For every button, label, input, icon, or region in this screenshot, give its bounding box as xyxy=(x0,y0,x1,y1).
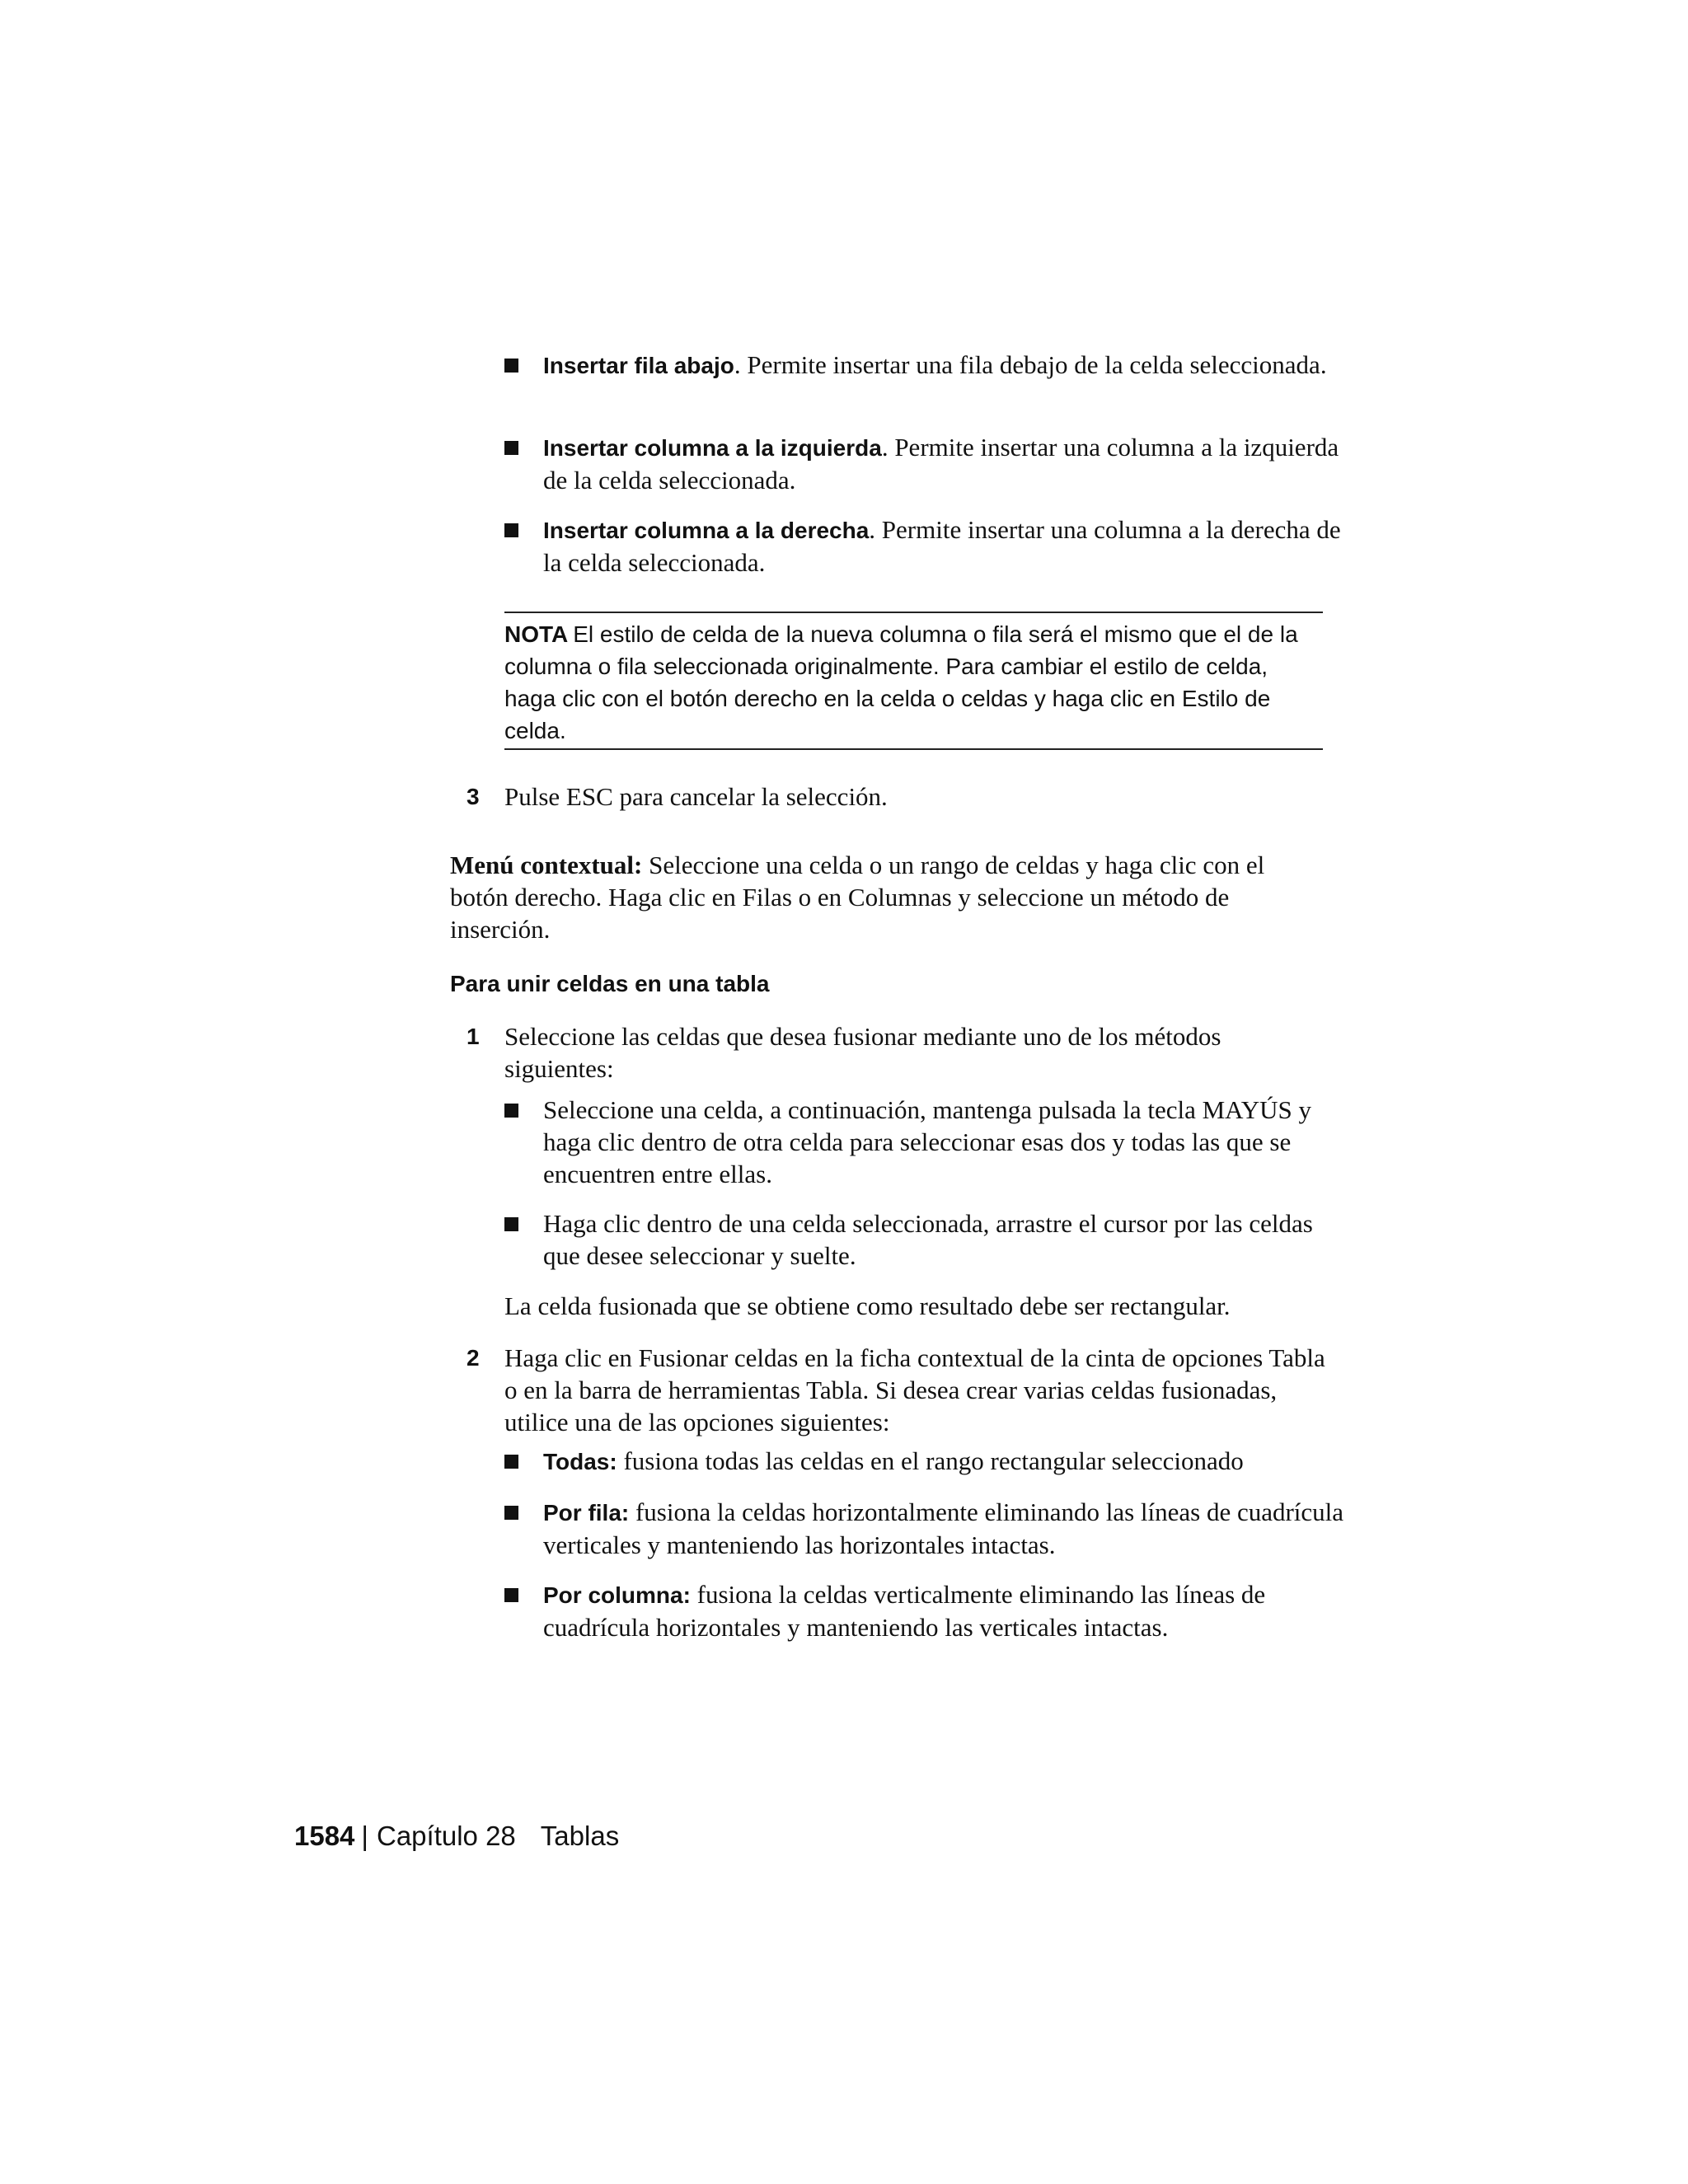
page-number: 1584 xyxy=(294,1821,355,1851)
context-menu-text: Seleccione una celda o un rango de celdas y haga clic con el botón derecho. Haga clic en Filas o en Columnas y seleccione un método de inserción. xyxy=(450,851,1265,944)
context-menu-label: Menú contextual: xyxy=(450,851,643,879)
bullet-title: Insertar fila abajo xyxy=(543,353,734,378)
footer-separator: | xyxy=(361,1821,368,1851)
section-heading: Para unir celdas en una tabla xyxy=(450,971,770,996)
note-top-rule xyxy=(504,612,1323,613)
page-footer xyxy=(294,1820,619,1853)
note-text: El estilo de celda de la nueva columna o fila será el mismo que el de la columna o fila seleccionada originalmente. Para cambiar el estilo de celda, haga clic con el botón derecho en la celda o celdas y haga clic en Estilo de celda. xyxy=(504,621,1298,743)
step-text: Seleccione las celdas que desea fusionar mediante uno de los métodos siguientes: xyxy=(504,1022,1221,1083)
bullet-text: . Permite insertar una fila debajo de la celda seleccionada. xyxy=(734,350,1327,379)
bullet-text: fusiona la celdas horizontalmente eliminando las líneas de cuadrícula verticales y manteniendo las horizontales intactas. xyxy=(543,1497,1344,1559)
bullet-title: Insertar columna a la derecha xyxy=(543,518,870,543)
bullet-title: Todas: xyxy=(543,1449,617,1474)
bullet-text: . Permite insertar una columna a la izquierda de la celda seleccionada. xyxy=(543,433,1339,494)
bullet-title: Por columna: xyxy=(543,1582,691,1608)
note-bottom-rule xyxy=(504,748,1323,750)
square-bullet-icon xyxy=(504,359,518,373)
square-bullet-icon xyxy=(504,1104,518,1118)
note-box xyxy=(504,618,1323,747)
bullet-text: Haga clic dentro de una celda seleccionada, arrastre el cursor por las celdas que desee seleccionar y suelte. xyxy=(543,1209,1313,1270)
step-text: Haga clic en Fusionar celdas en la ficha contextual de la cinta de opciones Tabla o en la barra de herramientas Tabla. Si desea crear varias celdas fusionadas, utilice una de las opciones siguientes: xyxy=(504,1343,1325,1436)
square-bullet-icon xyxy=(504,1588,518,1602)
chapter-label: Capítulo 28 xyxy=(377,1821,516,1851)
square-bullet-icon xyxy=(504,1217,518,1231)
paragraph-text: La celda fusionada que se obtiene como resultado debe ser rectangular. xyxy=(504,1291,1231,1320)
step-number: 2 xyxy=(467,1345,480,1371)
bullet-text: fusiona la celdas verticalmente eliminando las líneas de cuadrícula horizontales y manteniendo las verticales intactas. xyxy=(543,1580,1266,1642)
square-bullet-icon xyxy=(504,1455,518,1469)
step-number: 3 xyxy=(467,784,480,809)
step-text: Pulse ESC para cancelar la selección. xyxy=(504,782,888,811)
bullet-text: fusiona todas las celdas en el rango rectangular seleccionado xyxy=(617,1446,1244,1475)
merge-note-paragraph xyxy=(504,1290,1329,1322)
bullet-text: . Permite insertar una columna a la derecha de la celda seleccionada. xyxy=(543,515,1341,577)
note-label: NOTA xyxy=(504,621,569,647)
square-bullet-icon xyxy=(504,523,518,537)
bullet-text: Seleccione una celda, a continuación, mantenga pulsada la tecla MAYÚS y haga clic dentro de otra celda para seleccionar esas dos y todas las que se encuentren entre ellas. xyxy=(543,1095,1311,1188)
chapter-title: Tablas xyxy=(540,1821,620,1851)
bullet-title: Insertar columna a la izquierda xyxy=(543,435,882,461)
context-menu-paragraph xyxy=(450,849,1324,945)
square-bullet-icon xyxy=(504,1506,518,1520)
step-number: 1 xyxy=(467,1024,480,1049)
square-bullet-icon xyxy=(504,441,518,455)
bullet-title: Por fila: xyxy=(543,1500,630,1526)
